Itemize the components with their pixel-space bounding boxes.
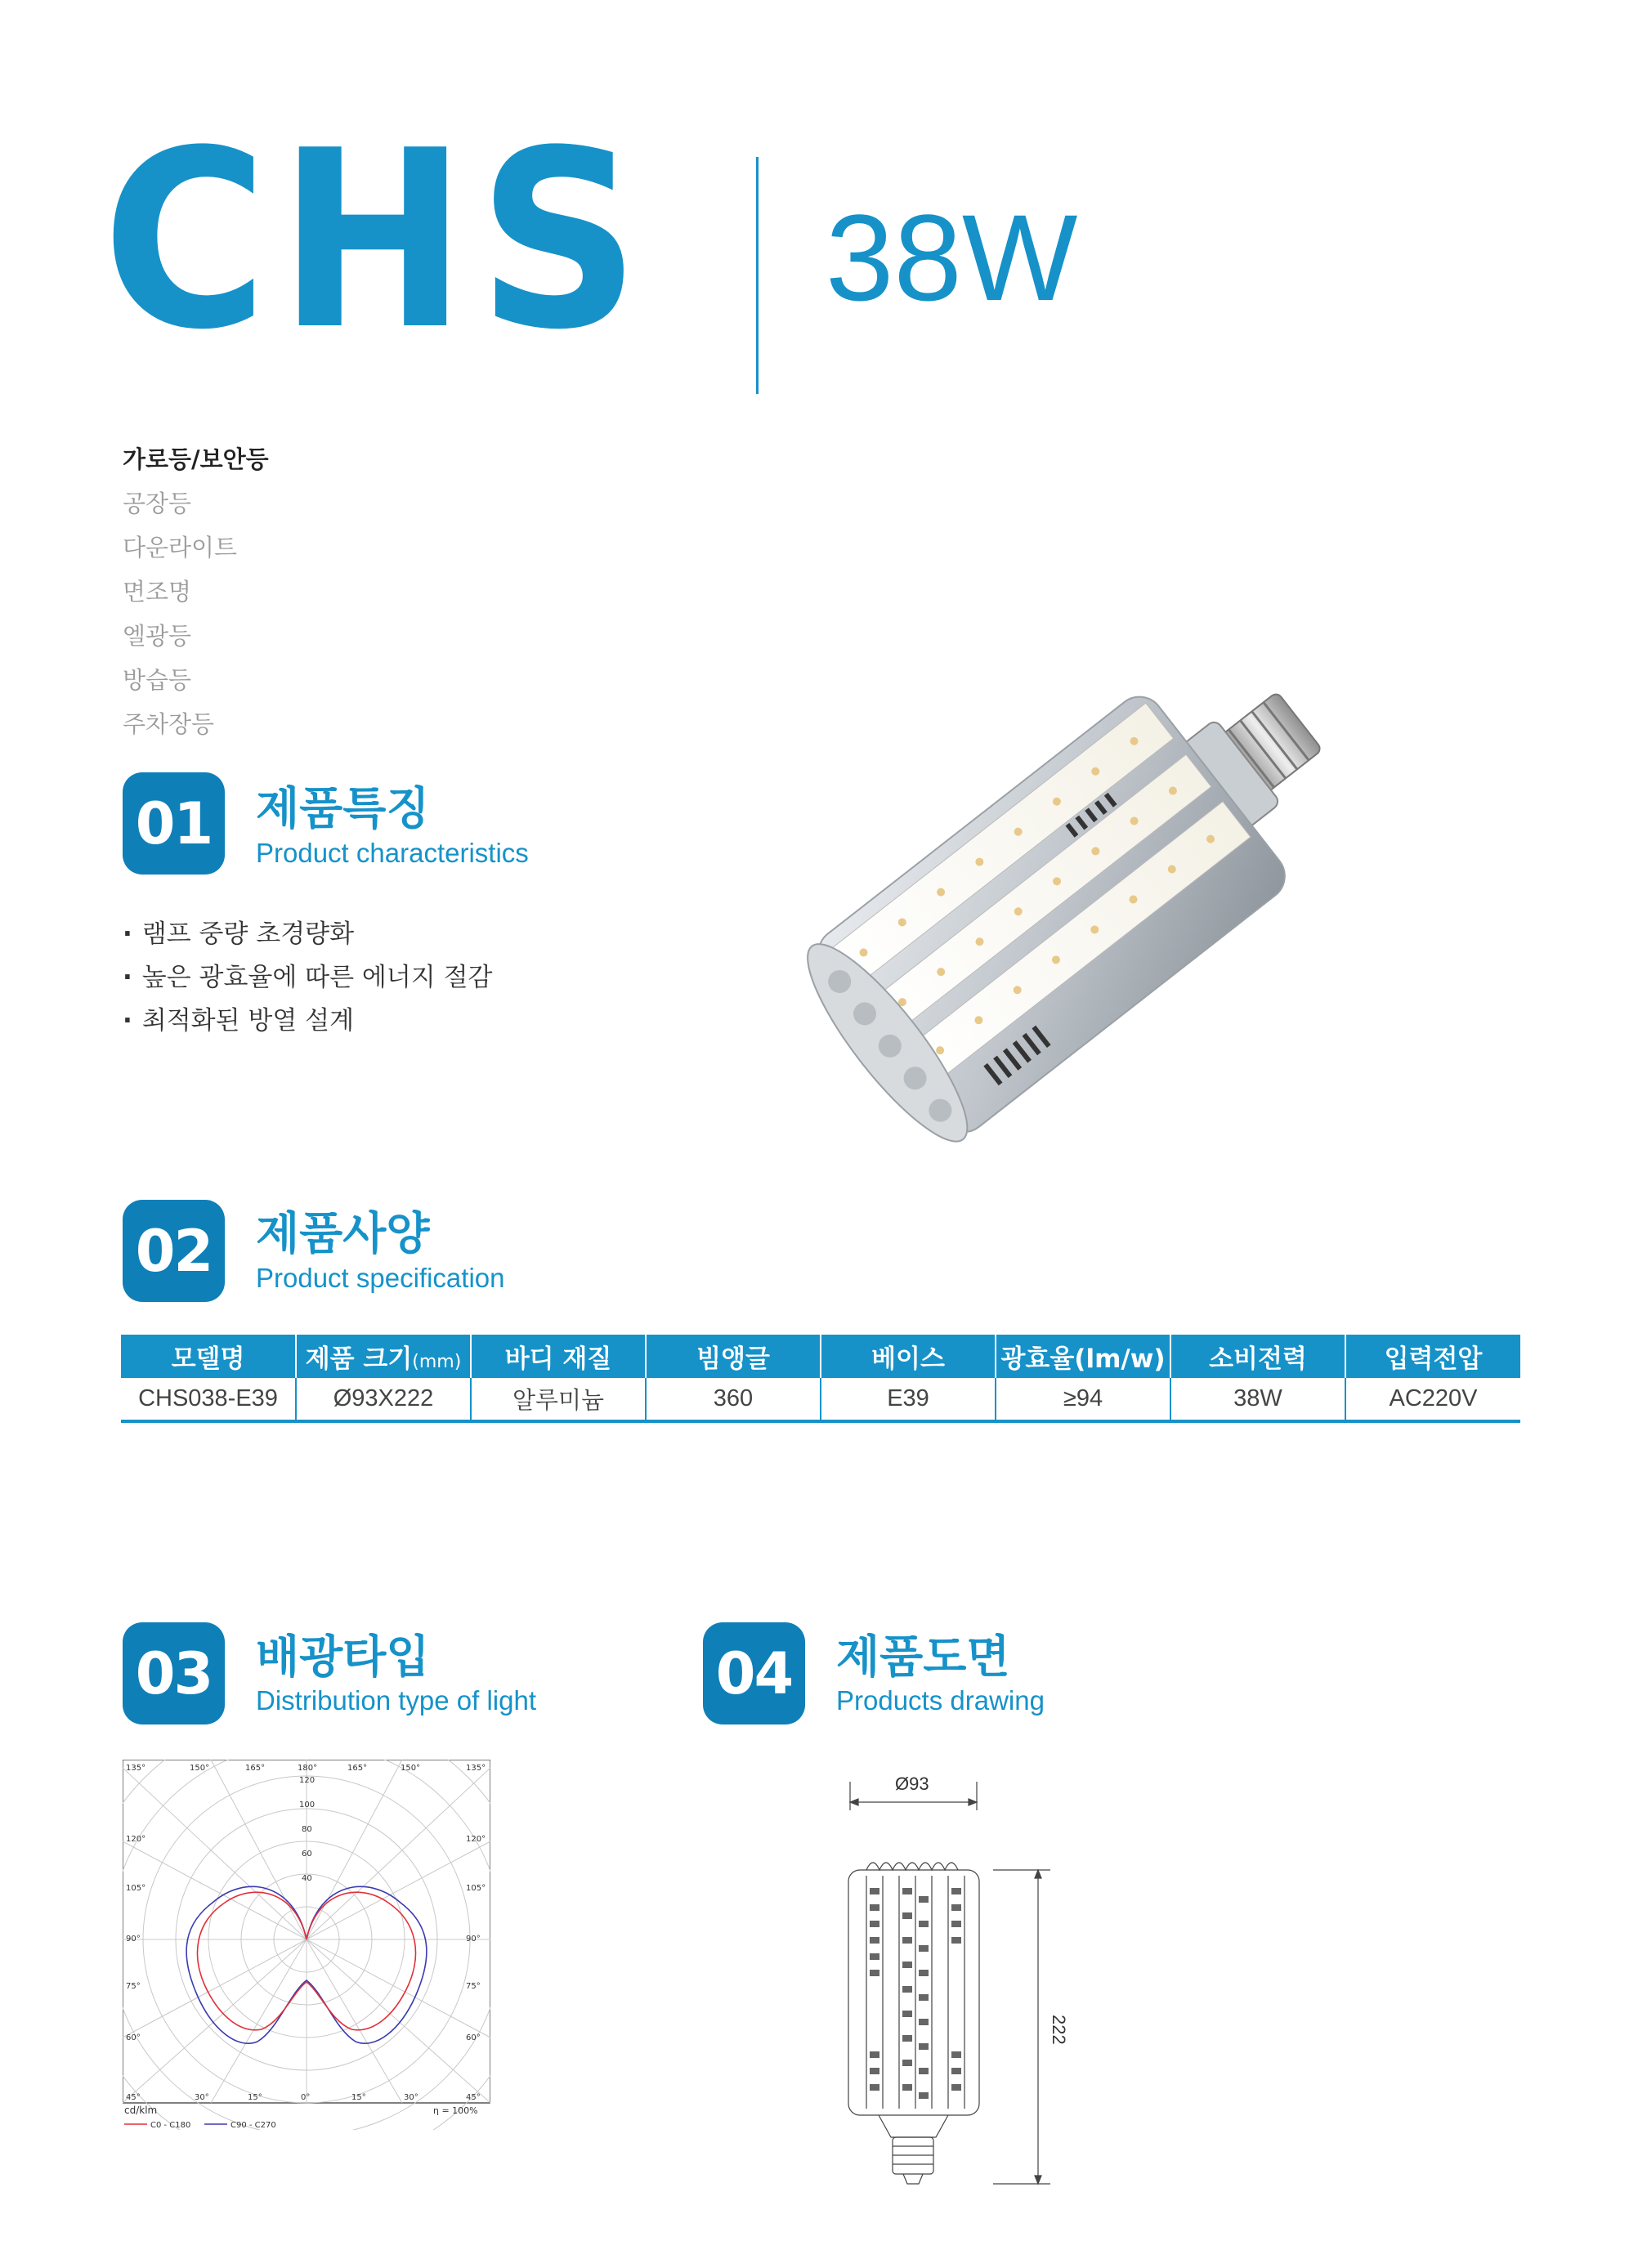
angle-label: 15° [351, 2093, 366, 2102]
table-cell: 알루미늄 [471, 1378, 646, 1421]
feature-item: · 램프 중량 초경량화 [123, 913, 354, 950]
table-header: 바디 재질 [471, 1335, 646, 1378]
table-header-label: 제품 크기 [305, 1344, 413, 1374]
angle-label: 15° [248, 2093, 262, 2102]
table-header-unit: (mm) [412, 1352, 462, 1372]
angle-label: 150° [401, 1764, 421, 1773]
section-title-en: Product specification [256, 1263, 505, 1293]
table-cell: 360 [646, 1378, 821, 1421]
category-item[interactable]: 면조명 [123, 578, 192, 606]
brand-title: CHS [102, 98, 651, 383]
table-row [121, 1378, 1520, 1421]
product-technical-drawing [834, 1765, 1095, 2207]
category-item[interactable]: 엘광등 [123, 622, 192, 650]
table-header [296, 1335, 471, 1378]
category-item[interactable]: 방습등 [123, 666, 192, 694]
angle-label: 150° [190, 1764, 210, 1773]
height-label: 222 [1049, 2015, 1069, 2045]
angle-label: 30° [195, 2093, 209, 2102]
table-header: 광효율(lm/w) [996, 1335, 1170, 1378]
table-cell: ≥94 [996, 1378, 1170, 1421]
spec-table [121, 1335, 1520, 1423]
wattage-title: 38W [826, 189, 1078, 326]
table-cell: E39 [821, 1378, 996, 1421]
angle-label: 30° [404, 2093, 418, 2102]
angle-label: 45° [466, 2093, 481, 2102]
angle-label: 120° [466, 1835, 486, 1844]
table-header: 모델명 [121, 1335, 296, 1378]
angle-label: 105° [466, 1884, 486, 1893]
angle-label: 135° [466, 1764, 486, 1773]
table-header: 소비전력 [1170, 1335, 1345, 1378]
section-number-badge: 01 [123, 772, 225, 875]
efficiency-label: η = 100% [433, 2105, 478, 2116]
section-title-ko: 제품도면 [836, 1631, 1010, 1683]
section-number-badge: 04 [703, 1622, 805, 1724]
section-title-ko: 제품사양 [256, 1207, 430, 1259]
table-cell: Ø93X222 [296, 1378, 471, 1421]
section-title-ko: 제품특징 [256, 782, 430, 834]
section-number-badge: 02 [123, 1200, 225, 1302]
angle-label: 75° [466, 1982, 481, 1991]
radial-label: 100 [299, 1801, 316, 1809]
feature-item: · 최적화된 방열 설계 [123, 1000, 354, 1036]
angle-label: 165° [347, 1764, 368, 1773]
title-divider [756, 157, 759, 394]
table-header-row [121, 1335, 1520, 1378]
section-title-en: Distribution type of light [256, 1685, 537, 1716]
light-distribution-chart [123, 1760, 490, 2130]
angle-label: 105° [126, 1884, 146, 1893]
table-header: 빔앵글 [646, 1335, 821, 1378]
radial-label: 40 [302, 1874, 312, 1883]
legend-label: C90 - C270 [230, 2121, 276, 2130]
angle-label: 0° [301, 2093, 311, 2102]
category-item[interactable]: 가로등/보안등 [123, 445, 269, 473]
radial-label: 120 [299, 1776, 316, 1785]
table-header: 베이스 [821, 1335, 996, 1378]
category-item[interactable]: 다운라이트 [123, 534, 238, 561]
category-item[interactable]: 주차장등 [123, 710, 215, 738]
section-title-en: Products drawing [836, 1685, 1045, 1716]
product-photo [797, 605, 1377, 1169]
feature-item: · 높은 광효율에 따른 에너지 절감 [123, 956, 493, 993]
angle-label: 135° [126, 1764, 146, 1773]
angle-label: 60° [466, 2033, 481, 2042]
diameter-label: Ø93 [895, 1774, 929, 1794]
table-cell: AC220V [1345, 1378, 1520, 1421]
unit-label: cd/klm [124, 2105, 158, 2116]
radial-label: 60 [302, 1850, 312, 1859]
section-number-badge: 03 [123, 1622, 225, 1724]
angle-label: 90° [466, 1935, 481, 1944]
angle-label: 60° [126, 2033, 141, 2042]
table-cell: CHS038-E39 [121, 1378, 296, 1421]
angle-label: 165° [245, 1764, 266, 1773]
section-title-en: Product characteristics [256, 838, 529, 868]
angle-label: 120° [126, 1835, 146, 1844]
angle-label: 45° [126, 2093, 141, 2102]
angle-label: 90° [126, 1935, 141, 1944]
angle-label: 180° [298, 1764, 318, 1773]
radial-label: 80 [302, 1825, 312, 1834]
legend-label: C0 - C180 [150, 2121, 191, 2130]
angle-label: 75° [126, 1982, 141, 1991]
section-title-ko: 배광타입 [256, 1631, 430, 1683]
table-header: 입력전압 [1345, 1335, 1520, 1378]
category-item[interactable]: 공장등 [123, 490, 192, 517]
table-cell: 38W [1170, 1378, 1345, 1421]
